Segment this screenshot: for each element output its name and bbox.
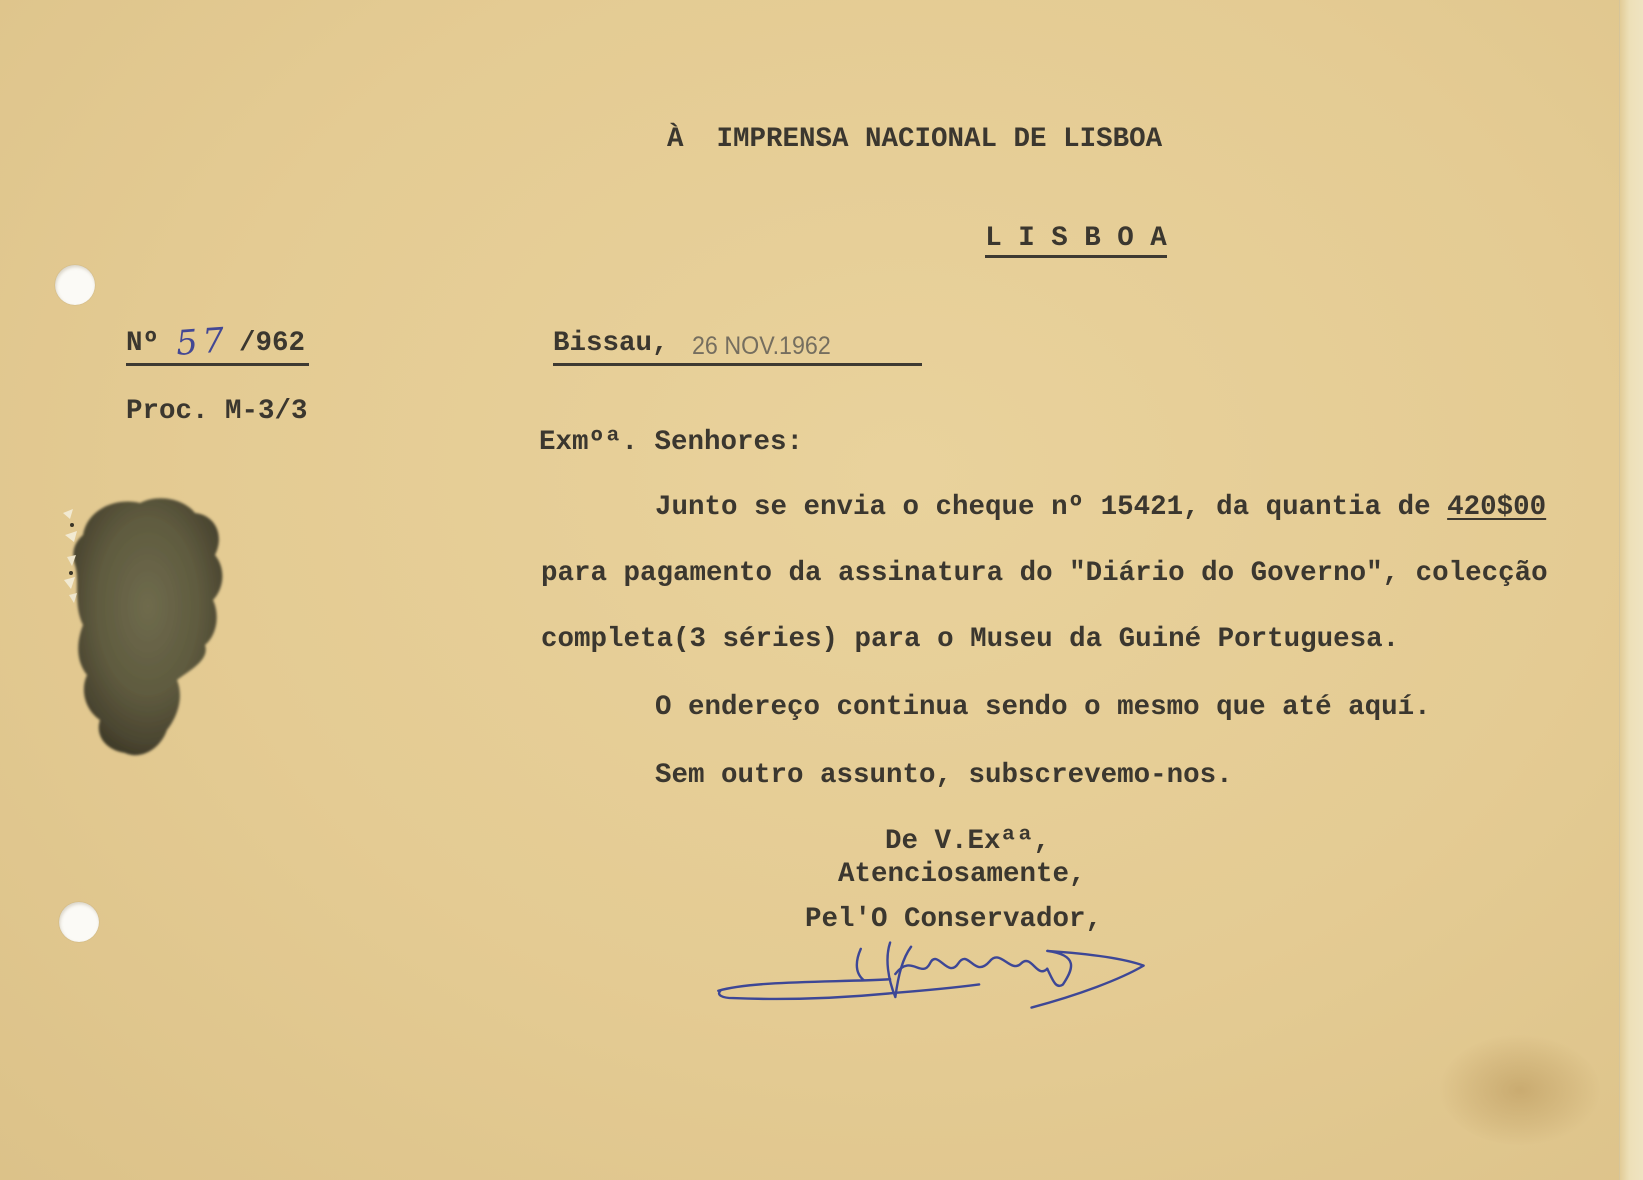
body-paragraph-1-line-1 — [655, 492, 1546, 524]
body-paragraph-1-line-2: para pagamento da assinatura do "Diário do Governo", colecção — [541, 558, 1548, 589]
body-paragraph-2: O endereço continua sendo o mesmo que até aquí. — [655, 692, 1431, 723]
reference-number — [126, 320, 309, 366]
closing-line-1: De V.Exªª, — [885, 826, 1051, 857]
date-stamp: 26 NOV.1962 — [692, 332, 831, 360]
reference-suffix: /962 — [239, 328, 306, 359]
place-name: Bissau, — [553, 328, 669, 359]
stain-corner — [1440, 1035, 1600, 1145]
closing-line-3: Pel'O Conservador, — [805, 904, 1103, 935]
place-date-line — [553, 328, 922, 366]
body-paragraph-3: Sem outro assunto, subscrevemo-nos. — [655, 760, 1233, 791]
city-text: L I S B O A — [985, 223, 1167, 258]
body-paragraph-1-text: Junto se envia o cheque nº 15421, da quantia de — [655, 492, 1448, 523]
stain-mark — [55, 495, 230, 765]
reference-handwritten-number: 57 — [174, 320, 231, 364]
handwritten-signature — [712, 932, 1152, 1016]
addressee-line: À IMPRENSA NACIONAL DE LISBOA — [667, 124, 1163, 155]
city-heading — [966, 223, 1186, 258]
paper-right-edge — [1619, 0, 1643, 1180]
reference-prefix: Nº — [126, 328, 160, 359]
body-paragraph-1-line-3: completa(3 séries) para o Museu da Guiné Portuguesa. — [541, 624, 1400, 655]
punch-hole-top — [55, 265, 95, 305]
process-number: Proc. M-3/3 — [126, 396, 308, 427]
punch-hole-bottom — [59, 902, 99, 942]
salutation: Exmºª. Senhores: — [539, 427, 804, 458]
cheque-amount: 420$00 — [1447, 492, 1547, 523]
closing-line-2: Atenciosamente, — [838, 859, 1086, 890]
